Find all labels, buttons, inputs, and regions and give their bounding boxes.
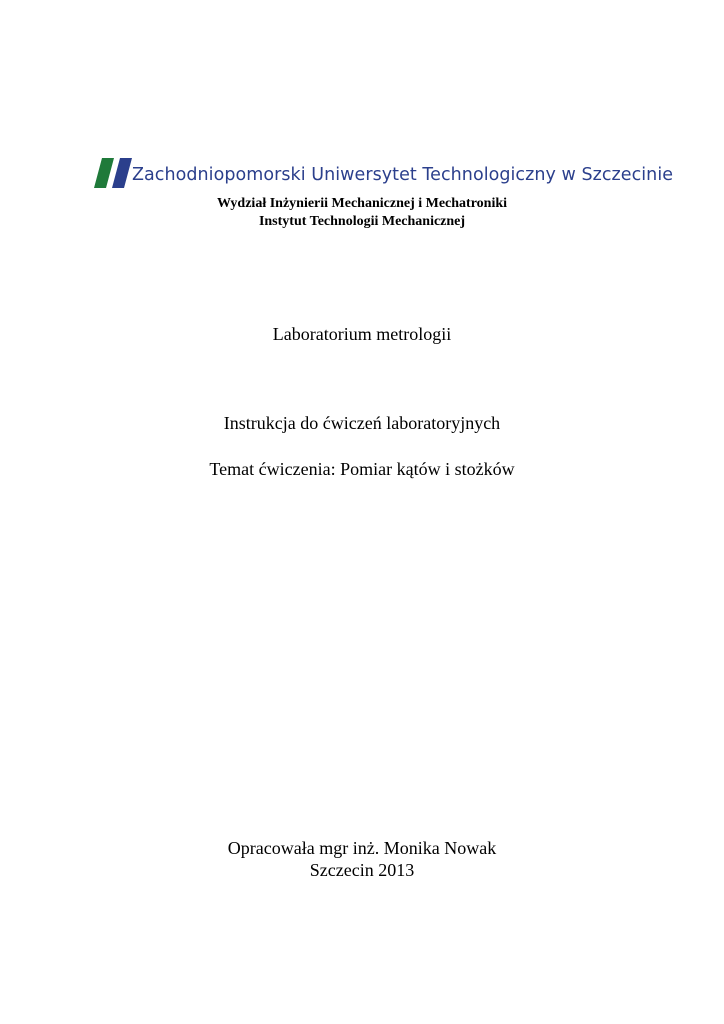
instruction-title: Instrukcja do ćwiczeń laboratoryjnych (223, 413, 501, 433)
exercise-topic: Temat ćwiczenia: Pomiar kątów i stożków (209, 459, 515, 479)
zut-logo-icon (94, 158, 134, 188)
university-name: Zachodniopomorski Uniwersytet Technologiczny w Szczecinie (132, 165, 674, 185)
place-year: Szczecin 2013 (309, 860, 415, 880)
author-line: Opracowała mgr inż. Monika Nowak (227, 838, 497, 858)
institute-name: Instytut Technologii Mechanicznej (258, 214, 466, 229)
lab-title: Laboratorium metrologii (272, 324, 452, 344)
faculty-name: Wydział Inżynierii Mechanicznej i Mechatroniki (216, 196, 508, 211)
university-header (94, 158, 674, 190)
